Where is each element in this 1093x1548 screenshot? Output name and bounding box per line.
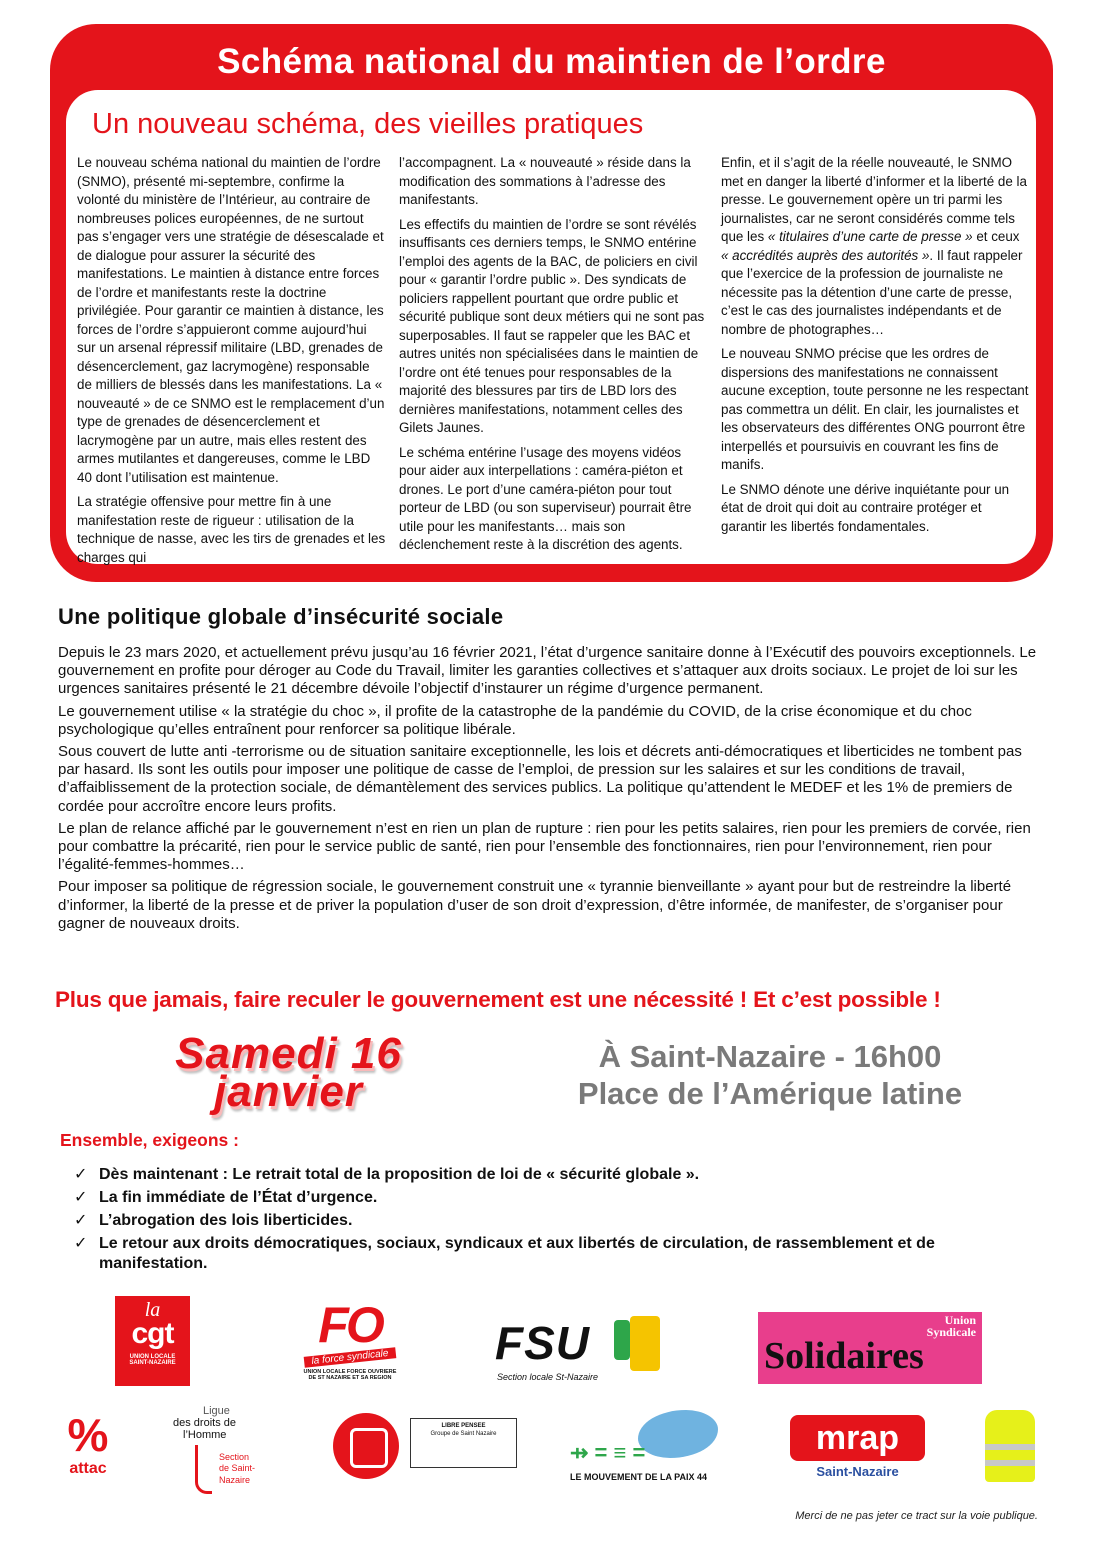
paragraph: Depuis le 23 mars 2020, et actuellement prévu jusqu’au 16 février 2021, l’état d’urgence sanitaire donne à l’Exécutif des pouvoirs exceptionnels. Le gouvernement en profite pour déroger au Code du Travail, limiter les garanties collectives et s’attaquer aux droits sociaux. Le projet de loi sur les urgences sanitaires présenté le 21 décembre dévoile l’objectif d’instaurer un régime d’urgence permanent. (58, 644, 1037, 698)
list-item: ✓ Dès maintenant : Le retrait total de la proposition de loi de « sécurité globale ». (74, 1166, 700, 1183)
fo-logo: FO la force syndicale UNION LOCALE FORCE OUVRIERE DE ST NAZAIRE ET SA REGION (303, 1297, 397, 1381)
demands-title: Ensemble, exigeons : (60, 1130, 239, 1150)
paragraph: Le nouveau schéma national du maintien de l’ordre (SNMO), présenté mi-septembre, confirme la volonté du ministère de l’Intérieur, au contraire de nombreuses polices européennes, de ne surtout pas s’engager vers une stratégie de désescalade et de dialogue pour assurer la sécurité des manifestations. Le maintien à distance entre forces de l’ordre et manifestants reste la doctrine privilégiée. Pour garantir ce maintien à distance, les forces de l’ordre s’appuieront comme aujourd’hui sur un arsenal répressif militaire (LBD, grenades de désencerclement, gaz lacrymogène) responsable de milliers de blessés dans les manifestations. La « nouveauté » de ce SNMO est le remplacement d’un type de grenades de désencerclement et lacrymogène par un autre, mais elles restent des armes mutilantes et dangereuses, comme le LBD 40 dont l’utilisation est maintenue. (77, 155, 385, 485)
paragraph: Enfin, et il s’agit de la réelle nouveauté, le SNMO met en danger la liberté d’informer et la liberté de la presse. Le gouvernement opère un tri parmi les journalistes, car ne seront considérés comme tels que les « titulaires d’une carte de presse » et ceux « accrédités auprès des autorités ». Il faut rappeler que l’exercice de la profession de journaliste ne nécessite pas la détention d’une carte de presse, c’est le cas des journalistes indépendants et de nombre de photographes… (721, 155, 1027, 337)
footer-note: Merci de ne pas jeter ce tract sur la voie publique. (795, 1510, 1038, 1522)
page-title: Schéma national du maintien de l’ordre (217, 42, 886, 81)
demands-list (74, 1165, 1024, 1277)
list-item: ✓ L’abrogation des lois liberticides. (74, 1212, 353, 1229)
event-place-square: Place de l’Amérique latine (577, 1076, 963, 1111)
article-box (66, 90, 1036, 564)
union-emblem-logo (333, 1413, 399, 1479)
paragraph: Les effectifs du maintien de l’ordre se sont révélés insuffisants ces derniers temps, le SNMO entérine l’emploi des agents de la BAC, de policiers en civil pour « garantir l’ordre public ». Des syndicats de policiers rappellent pourtant que ordre public et sécurité publique sont deux métiers qui ne sont pas superposables. Il faut se rappeler que les BAC et autres unités non spécialisées dans le maintien de l’ordre ont été tenues pour responsables de la majorité des blessures par tirs de LBD lors des dernières manifestations, notamment celles des Gilets Jaunes. (399, 216, 705, 435)
ldh-logo: Ligue des droits de l’Homme Section de Saint-Nazaire (165, 1405, 285, 1495)
yellow-vest-icon (985, 1410, 1035, 1482)
event-place-city: À Saint-Nazaire - 16h00 (598, 1039, 942, 1074)
paragraph: Le plan de relance affiché par le gouvernement n’est en rien un plan de rupture : rien pour les petits salaires, rien pour les premiers de corvée, rien pour combattre la précarité, rien pour le service public de santé, rien pour l’ensemble des fonctionnaires, rien pour l’environnement, rien pour l’égalité-femmes-hommes… (58, 819, 1031, 874)
checkmark-icon: ✓ (74, 1189, 88, 1206)
cgt-logo: la cgt UNION LOCALE SAINT-NAZAIRE (115, 1296, 190, 1386)
solidaires-logo: Union Syndicale Solidaires (758, 1312, 982, 1384)
slogan: Plus que jamais, faire reculer le gouvernement est une nécessité ! Et c’est possible ! (55, 987, 941, 1012)
ldh-figure-icon (195, 1445, 212, 1494)
paragraph: Le gouvernement utilise « la stratégie du choc », il profite de la catastrophe de la pandémie du COVID, de la crise économique et du choc psychologique qu’elles entraînent pour renforcer sa politique libérale. (58, 702, 972, 738)
column-3 (721, 154, 1030, 573)
section-body (58, 644, 1040, 937)
paragraph: Le schéma entérine l’usage des moyens vidéos pour aider aux interpellations : caméra-piéton et drones. Le port d’une caméra-piéton pour tout porteur de LBD (ou son superviseur) pourrait être utile pour les manifestants… mais son déclenchement reste à la discrétion des agents. (399, 444, 692, 552)
equals-icon: ⇸ = ≡ = (570, 1440, 646, 1465)
paragraph: Pour imposer sa politique de régression sociale, le gouvernement construit une « tyrannie bienveillante » ayant pour but de restreindre la liberté d’informer, la liberté de la presse et de priver la population d’user de son droit d’expression, d’être informée, de manifester, de s’organiser pour gagner de nouveaux droits. (58, 878, 1012, 932)
article-columns (77, 154, 1030, 573)
checkmark-icon: ✓ (74, 1212, 88, 1229)
column-1 (77, 154, 386, 573)
paragraph: Sous couvert de lutte anti -terrorisme ou de situation sanitaire exceptionnelle, les lois et décrets anti-démocratiques et liberticides ne tombent pas par hasard. Ils sont les outils pour imposer une politique de casse de l’emploi, de pression sur les salaires et sur les conditions de travail, d’affaiblissement de la protection sociale, de démantèlement des services publics. La politique qu’attendent le MEDEF et les 1% de premiers de cordée pour accroître encore leurs profits. (58, 743, 1022, 815)
event-date-day: Samedi 16 (175, 1029, 402, 1078)
list-item: ✓ La fin immédiate de l’État d’urgence. (74, 1189, 378, 1206)
event-date (86, 1029, 491, 1116)
fsu-logo: FSU Section locale St-Nazaire (495, 1316, 660, 1386)
paragraph: Le nouveau SNMO précise que les ordres de dispersions des manifestations ne connaissent aucune exception, toute personne ne les respectant pas commettra un délit. En clair, les journalistes et les observateurs des différentes ONG pourront être interpellés et poursuivis en couvrant les fins de manifs. (721, 346, 1029, 472)
paragraph: La stratégie offensive pour mettre fin à une manifestation reste de rigueur : utilisation de la technique de nasse, avec les tirs de grenades et les charges qui (77, 494, 386, 565)
attac-logo: % attac (67, 1409, 109, 1477)
event-location (500, 1038, 1040, 1112)
paragraph: l’accompagnent. La « nouveauté » réside dans la modification des sommations à l’adresse des manifestants. (399, 155, 691, 207)
list-item: ✓ Le retour aux droits démocratiques, sociaux, syndicaux et aux libertés de circulation, de rassemblement et de manifestation. (74, 1235, 935, 1272)
column-2 (399, 154, 708, 573)
paix-logo: ⇸ = ≡ = LE MOUVEMENT DE LA PAIX 44 (568, 1408, 728, 1488)
libre-pensee-logo: LIBRE PENSEE Groupe de Saint Nazaire (410, 1418, 517, 1468)
dove-icon (638, 1410, 718, 1458)
article-subtitle: Un nouveau schéma, des vieilles pratiques (92, 108, 644, 140)
mrap-logo: mrap Saint-Nazaire (790, 1415, 925, 1485)
checkmark-icon: ✓ (74, 1235, 88, 1252)
checkmark-icon: ✓ (74, 1166, 88, 1183)
title-banner (50, 24, 1053, 582)
section-title: Une politique globale d’insécurité sociale (58, 604, 504, 629)
paragraph: Le SNMO dénote une dérive inquiétante pour un état de droit qui doit au contraire protéger et garantir les libertés fondamentales. (721, 481, 1010, 534)
event-date-month: janvier (214, 1067, 363, 1116)
